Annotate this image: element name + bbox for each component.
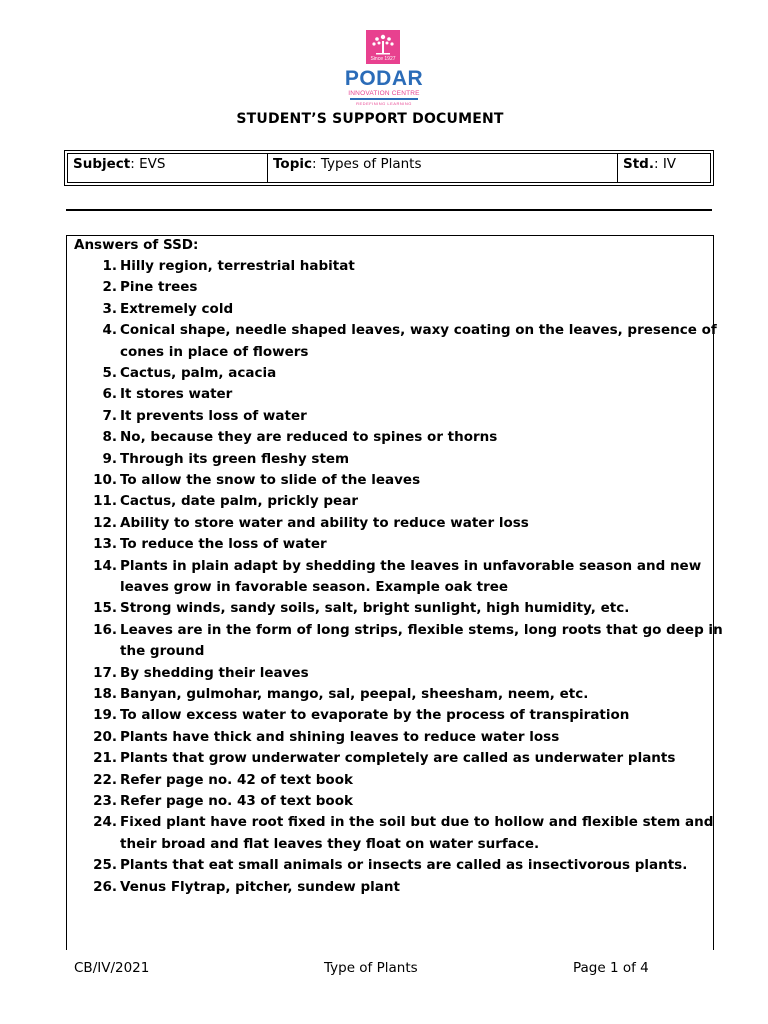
answer-text: Refer page no. 43 of text book: [120, 793, 353, 809]
answer-number: 5.: [102, 365, 117, 381]
answer-number: 16.: [93, 621, 117, 638]
answer-number: 10.: [93, 472, 117, 488]
answer-text: Venus Flytrap, pitcher, sundew plant: [120, 878, 400, 895]
answer-number: 17.: [93, 664, 117, 681]
answer-number: 26.: [93, 878, 117, 895]
answer-number: 6.: [102, 386, 117, 403]
subject-label: Subject: [73, 156, 131, 172]
answer-text: It prevents loss of water: [120, 407, 307, 424]
answer-text: No, because they are reduced to spines or thorns: [120, 429, 498, 446]
answer-number: 13.: [93, 536, 117, 553]
footer-title: Type of Plants: [324, 960, 418, 976]
answer-number: 22.: [93, 771, 117, 788]
answer-text: To allow excess water to evaporate by the process of transpiration: [120, 707, 630, 724]
answer-text: It stores water: [120, 386, 233, 403]
logo-tagline: REDEFINING LEARNING: [356, 101, 412, 106]
answer-number: 25.: [93, 857, 117, 874]
logo-subtitle: INNOVATION CENTRE: [348, 90, 420, 97]
answer-text: Banyan, gulmohar, mango, sal, peepal, sheesham, neem, etc.: [120, 686, 589, 702]
answer-text: Through its green fleshy stem: [120, 450, 350, 467]
std-cell: Std.: IV: [623, 156, 677, 172]
answer-text: Plants that grow underwater completely are called as underwater plants: [120, 750, 676, 767]
answer-number: 23.: [93, 793, 117, 809]
topic-cell: Topic: Types of Plants: [268, 154, 618, 182]
answer-number: 9.: [102, 450, 117, 467]
answer-text: cones in place of flowers: [120, 343, 309, 360]
answer-text: Plants in plain adapt by shedding the leaves in unfavorable season and new: [120, 557, 702, 574]
answer-number: 8.: [102, 429, 117, 446]
answer-number: 3.: [102, 300, 117, 317]
answer-number: 7.: [102, 407, 117, 424]
answer-number: 14.: [93, 557, 117, 574]
answer-text: Strong winds, sandy soils, salt, bright sunlight, high humidity, etc.: [120, 600, 630, 617]
answer-text: Plants have thick and shining leaves to reduce water loss: [120, 728, 560, 745]
answers-heading: Answers of SSD:: [74, 237, 199, 253]
answer-number: 19.: [93, 707, 117, 724]
divider-line: [66, 209, 712, 211]
answer-number: 21.: [93, 750, 117, 767]
logo-divider: [350, 98, 418, 100]
answer-text: Cactus, palm, acacia: [120, 365, 277, 381]
answer-number: 20.: [93, 728, 117, 745]
answer-text: Hilly region, terrestrial habitat: [120, 258, 355, 274]
answer-text: Cactus, date palm, prickly pear: [120, 493, 358, 510]
document-title: STUDENT’S SUPPORT DOCUMENT: [236, 111, 504, 127]
answer-number: 4.: [102, 322, 117, 339]
answer-text: Pine trees: [120, 279, 198, 296]
answer-number: 24.: [93, 814, 117, 831]
info-table: [64, 150, 714, 186]
answer-text: By shedding their leaves: [120, 664, 309, 681]
answer-text: Extremely cold: [120, 300, 234, 317]
answer-number: 18.: [93, 686, 117, 702]
logo-since-text: Since 1927: [370, 56, 396, 62]
answer-text: To reduce the loss of water: [120, 536, 327, 553]
podar-logo: [336, 30, 432, 110]
answer-number: 1.: [102, 258, 117, 274]
answer-text: their broad and flat leaves they float on water surface.: [120, 835, 540, 852]
tree-icon: [366, 32, 400, 58]
answer-text: the ground: [120, 643, 205, 660]
answer-number: 12.: [93, 514, 117, 531]
answer-text: leaves grow in favorable season. Example oak tree: [120, 579, 509, 595]
footer-code: CB/IV/2021: [74, 960, 150, 976]
answer-text: Leaves are in the form of long strips, flexible stems, long roots that go deep in: [120, 621, 723, 638]
std-label: Std.: [623, 156, 654, 172]
footer-page-number: Page 1 of 4: [573, 960, 649, 976]
topic-label: Topic: [273, 156, 312, 172]
answer-number: 2.: [102, 279, 117, 296]
subject-cell: Subject: EVS: [68, 154, 268, 182]
answer-text: Plants that eat small animals or insects are called as insectivorous plants.: [120, 857, 688, 874]
answer-text: Fixed plant have root fixed in the soil but due to hollow and flexible stem and: [120, 814, 714, 831]
subject-value: EVS: [139, 156, 166, 172]
answer-text: To allow the snow to slide of the leaves: [120, 472, 421, 488]
answer-number: 11.: [93, 493, 117, 510]
logo-name: PODAR: [344, 67, 424, 90]
answer-number: 15.: [93, 600, 117, 617]
answer-text: Refer page no. 42 of text book: [120, 771, 353, 788]
topic-value: Types of Plants: [320, 156, 422, 172]
answer-text: Ability to store water and ability to reduce water loss: [120, 514, 529, 531]
answer-text: Conical shape, needle shaped leaves, waxy coating on the leaves, presence of: [120, 322, 717, 339]
std-value: IV: [662, 156, 677, 172]
